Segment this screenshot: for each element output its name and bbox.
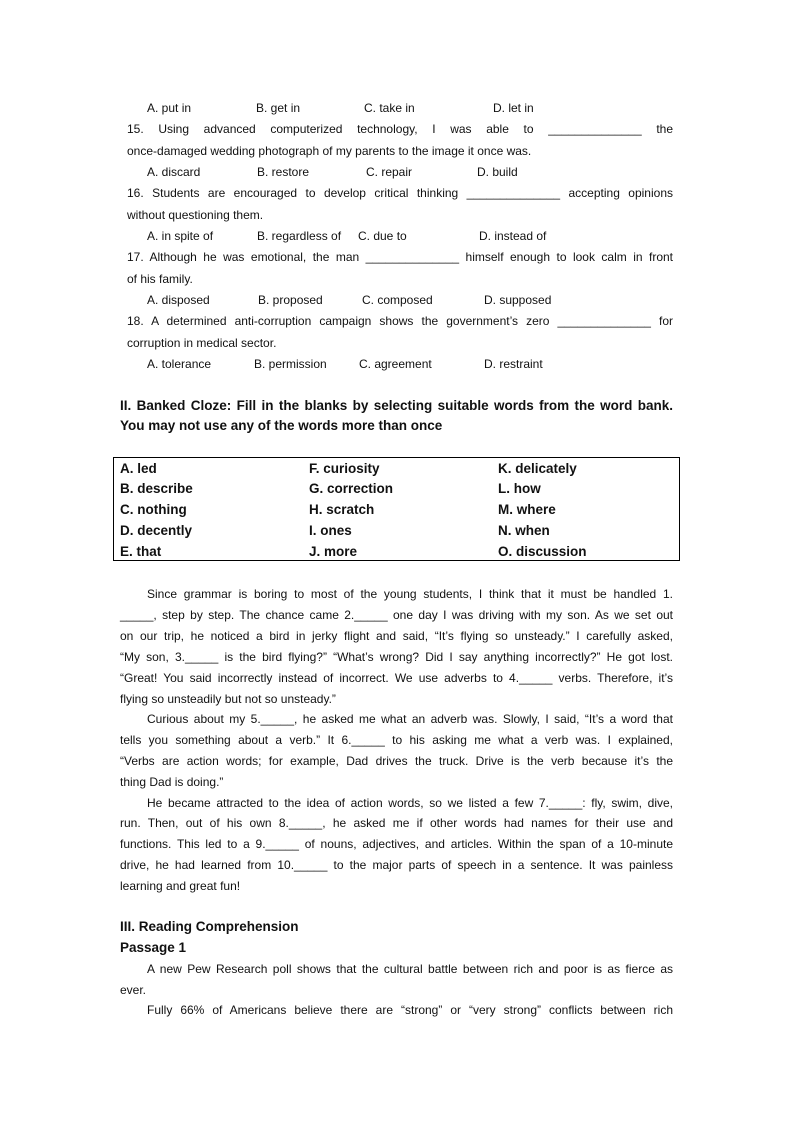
q18-option-b: B. permission (254, 357, 327, 371)
cloze-passage-line: thing Dad is doing.” (120, 775, 224, 789)
word-bank-k: K. delicately (498, 461, 577, 476)
cloze-passage-line: He became attracted to the idea of action words, so we listed a few 7._____: fly, swim, dive, (147, 796, 673, 810)
q16-question-line1: 16. Students are encouraged to develop critical thinking ______________ accepting opinions (127, 186, 673, 200)
cloze-passage-line: tells you something about a verb.” It 6._____ to his asking me what a verb was. I explained, (120, 733, 673, 747)
cloze-passage-line: learning and great fun! (120, 879, 241, 893)
word-bank-f: F. curiosity (309, 461, 380, 476)
word-bank-n: N. when (498, 523, 550, 538)
q18-option-d: D. restraint (484, 357, 543, 371)
q17-option-d: D. supposed (484, 293, 552, 307)
q18-option-a: A. tolerance (147, 357, 212, 371)
q16-option-a: A. in spite of (147, 229, 214, 243)
q17-option-c: C. composed (362, 293, 433, 307)
q18-option-c: C. agreement (359, 357, 432, 371)
q18-question-line2: corruption in medical sector. (127, 336, 277, 350)
word-bank-o: O. discussion (498, 544, 587, 559)
q16-option-c: C. due to (358, 229, 407, 243)
cloze-passage-line: on our trip, he noticed a bird in jerky flight and said, “It’s flying so unsteady.” I carefully asked, (120, 629, 673, 643)
cloze-passage-line: drive, he had learned from 10._____ to the major parts of speech in a sentence. It was painless (120, 858, 673, 872)
cloze-passage-line: flying so unsteadily but not so unsteady.” (120, 692, 336, 706)
passage1-title: Passage 1 (120, 940, 187, 955)
word-bank-h: H. scratch (309, 502, 375, 517)
word-bank-j: J. more (309, 544, 358, 559)
reading-passage-line: ever. (120, 983, 147, 997)
section2-heading-line1: II. Banked Cloze: Fill in the blanks by selecting suitable words from the word bank. (120, 398, 673, 413)
q15-option-d: D. build (477, 165, 518, 179)
q16-question-line2: without questioning them. (127, 208, 264, 222)
cloze-passage-line: “My son, 3._____ is the bird flying?” “What’s wrong? Did I say anything incorrectly?” He got lost. (120, 650, 673, 664)
q17-option-a: A. disposed (147, 293, 210, 307)
reading-passage-line: A new Pew Research poll shows that the cultural battle between rich and poor is as fierce as (147, 962, 673, 976)
section2-heading-line2: You may not use any of the words more than once (120, 418, 443, 433)
cloze-passage-line: Since grammar is boring to most of the young students, I think that it must be handled 1. (147, 587, 673, 601)
cloze-passage-line: _____, step by step. The chance came 2._____ one day I was driving with my son. As we set out (120, 608, 673, 622)
cloze-passage-line: run. Then, out of his own 8._____, he asked me if other words had names for their use and (120, 816, 673, 830)
q16-option-b: B. regardless of (257, 229, 342, 243)
cloze-passage-line: functions. This led to a 9._____ of nouns, adjectives, and articles. Within the span of a 10-minute (120, 837, 673, 851)
cloze-passage-line: “Great! You said incorrectly instead of incorrect. We use adverbs to 4._____ verbs. Therefore, it’s (120, 671, 673, 685)
q15-option-a: A. discard (147, 165, 201, 179)
word-bank-e: E. that (120, 544, 162, 559)
word-bank-a: A. led (120, 461, 157, 476)
word-bank-c: C. nothing (120, 502, 187, 517)
word-bank-l: L. how (498, 481, 541, 496)
word-bank-m: M. where (498, 502, 556, 517)
word-bank-box (113, 457, 680, 561)
section3-heading: III. Reading Comprehension (120, 919, 299, 934)
word-bank-g: G. correction (309, 481, 394, 496)
q14-option-c: C. take in (364, 101, 415, 115)
q15-question-line2: once-damaged wedding photograph of my parents to the image it once was. (127, 144, 532, 158)
cloze-passage-line: Curious about my 5._____, he asked me what an adverb was. Slowly, I said, “It’s a word that (147, 712, 673, 726)
word-bank-d: D. decently (120, 523, 193, 538)
reading-passage-line: Fully 66% of Americans believe there are “strong” or “very strong” conflicts between rich (147, 1003, 673, 1017)
q17-question-line2: of his family. (127, 272, 193, 286)
q14-option-d: D. let in (493, 101, 534, 115)
q17-question-line1: 17. Although he was emotional, the man ______________ himself enough to look calm in front (127, 250, 673, 264)
word-bank-i: I. ones (309, 523, 352, 538)
q14-option-b: B. get in (256, 101, 301, 115)
q15-option-c: C. repair (366, 165, 413, 179)
q15-question-line1: 15. Using advanced computerized technology, I was able to ______________ the (127, 122, 673, 136)
word-bank-b: B. describe (120, 481, 193, 496)
q17-option-b: B. proposed (258, 293, 323, 307)
q18-question-line1: 18. A determined anti-corruption campaign shows the government’s zero ______________ for (127, 314, 673, 328)
q15-option-b: B. restore (257, 165, 310, 179)
q14-option-a: A. put in (147, 101, 192, 115)
q16-option-d: D. instead of (479, 229, 547, 243)
cloze-passage-line: “Verbs are action words; for example, Dad drives the truck. Drive is the verb because it’s the (120, 754, 673, 768)
